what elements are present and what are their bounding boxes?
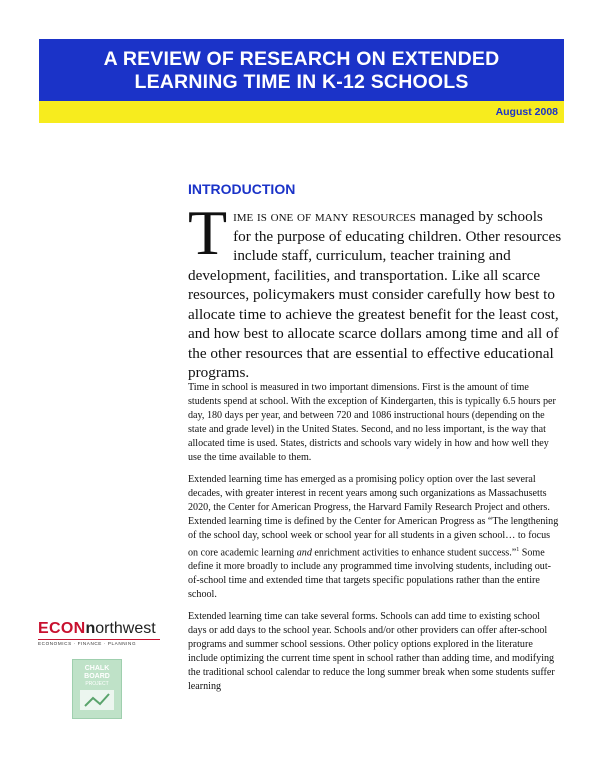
chalkboard-project-badge	[72, 659, 122, 719]
lede-small-caps: ime is one of many resources	[233, 208, 416, 225]
drop-cap: T	[188, 197, 228, 268]
p2-part-a: Extended learning time has emerged as a promising policy option over the last several decades, with greater interest in recent years among such organizations as Massachusetts 2020, the Center for American Progress, the Harvard Family Research Project and others. Extended learning time is defined by the Center for American Progress as “The lengthening of the school day, school week or school year for all students in a given school… to focus on core academic learning	[188, 474, 559, 559]
date-bar	[39, 101, 564, 123]
logo-brand-rest: orthwest	[95, 620, 156, 637]
footnote-ref[interactable]: 1	[516, 547, 520, 553]
logo-brand-n: n	[85, 620, 96, 637]
logo-tagline: ECONOMICS · FINANCE · PLANNING	[38, 641, 137, 646]
p2-part-b: enrichment activities to enhance student success.”	[311, 547, 517, 559]
p2-part-c: Some define it more broadly to include any programmed time involving students, including out-of-school time and extended time that targets specific populations rather than the entire school.	[188, 547, 552, 601]
title-line-2: LEARNING TIME IN K-12 SCHOOLS	[134, 71, 469, 93]
title-banner	[39, 39, 564, 101]
body-text	[188, 381, 560, 702]
p2-emphasis: and	[296, 547, 312, 559]
paragraph-3: Extended learning time can take several forms. Schools can add time to existing school days or add days to the school year. Schools and/or other providers can offer after-school programs and summer school sessions. Other policy options explored in the literature include optimizing the current time spent in school rather than adding time, and modifying the traditional school calendar to reduce the long summer break when some students suffer learning	[188, 611, 555, 693]
section-heading: INTRODUCTION	[188, 181, 296, 197]
publication-date: August 2008	[495, 106, 558, 118]
paragraph-2	[188, 473, 560, 602]
logo-brand-red: ECON	[38, 620, 86, 637]
badge-line-2: BOARD	[84, 673, 110, 680]
paragraph-1: Time in school is measured in two important dimensions. First is the amount of time students spend at school. With the exception of Kindergarten, this is typically 6.5 hours per day, 180 days per year, and between 720 and 1086 instructional hours (depending on the state and grade level) in the United States. Second, and no less important, is the way that allocated time is used. States, districts and schools vary widely in how and how well they use the time available to them.	[188, 382, 556, 463]
title-line-1: A REVIEW OF RESEARCH ON EXTENDED	[103, 48, 500, 70]
chalkboard-icon	[73, 660, 121, 718]
logo-rule	[38, 639, 160, 640]
econorthwest-logo	[38, 620, 160, 646]
badge-line-3: PROJECT	[85, 681, 109, 687]
lede-text: managed by schools for the purpose of educating children. Other resources include staff, curriculum, teacher training and development, facilities, and transportation. Like all scarce resources, policymakers must consider carefully how best to allocate time to achieve the greatest benefit for the least cost, and how best to allocate scarce dollars among time and all of the other resources that are essential to effective educational programs.	[188, 208, 562, 381]
badge-line-1: CHALK	[84, 665, 110, 672]
intro-lede	[188, 197, 562, 383]
